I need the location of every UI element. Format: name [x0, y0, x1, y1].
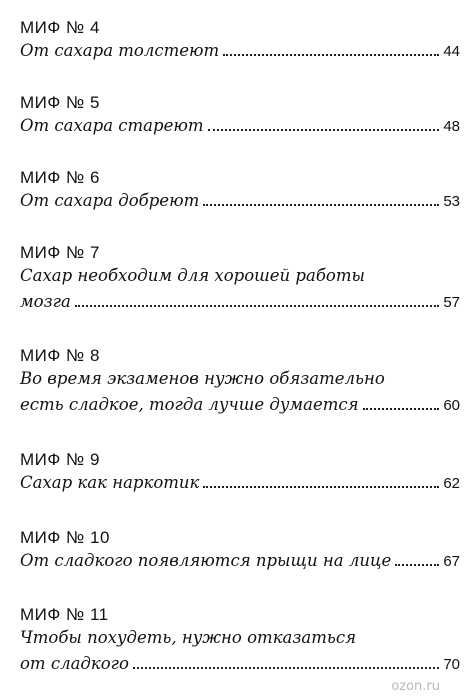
myth-title: От сахара добреют: [20, 191, 200, 210]
toc-line: [20, 113, 460, 140]
myth-title: Во время экзаменов нужно обязательно: [20, 369, 385, 388]
page-number: 62: [443, 475, 460, 492]
page-number: 70: [443, 656, 460, 673]
page-number: 57: [443, 294, 460, 311]
toc-line: [20, 548, 460, 575]
toc-entry-myth-6: [20, 168, 460, 215]
page-number: 67: [443, 553, 460, 570]
toc-entry-myth-10: [20, 528, 460, 575]
toc-line: [20, 651, 460, 678]
myth-label: МИФ № 9: [20, 450, 100, 469]
myth-title: От сладкого появляются прыщи на лице: [20, 551, 392, 570]
page-number: 60: [443, 397, 460, 414]
page-number: 53: [443, 193, 460, 210]
dot-leader: [133, 667, 439, 669]
myth-title: Сахар как наркотик: [20, 473, 200, 492]
dot-leader: [395, 564, 439, 566]
myth-title-continued: от сладкого: [20, 654, 129, 673]
dot-leader: [363, 408, 440, 410]
toc-line: [20, 38, 460, 65]
toc-entry-myth-4: [20, 18, 460, 65]
myth-title: Сахар необходим для хорошей работы: [20, 266, 365, 285]
myth-label: МИФ № 7: [20, 243, 100, 262]
toc-line: [20, 289, 460, 316]
myth-title: От сахара толстеют: [20, 41, 220, 60]
page-number: 48: [443, 118, 460, 135]
toc-line: [20, 188, 460, 215]
toc-line: [20, 392, 460, 419]
myth-label: МИФ № 6: [20, 168, 100, 187]
myth-title: От сахара стареют: [20, 116, 204, 135]
dot-leader: [203, 486, 439, 488]
myth-label: МИФ № 5: [20, 93, 100, 112]
myth-title-continued: мозга: [20, 292, 71, 311]
toc-entry-myth-7: [20, 243, 460, 316]
toc-entry-myth-8: [20, 346, 460, 419]
watermark: ozon.ru: [391, 679, 440, 694]
myth-title-continued: есть сладкое, тогда лучше думается: [20, 395, 359, 414]
page-number: 44: [443, 43, 460, 60]
myth-label: МИФ № 10: [20, 528, 110, 547]
dot-leader: [223, 54, 439, 56]
dot-leader: [203, 204, 439, 206]
dot-leader: [75, 305, 440, 307]
myth-title: Чтобы похудеть, нужно отказаться: [20, 628, 357, 647]
myth-label: МИФ № 4: [20, 18, 100, 37]
myth-label: МИФ № 8: [20, 346, 100, 365]
toc-line: [20, 470, 460, 497]
toc-entry-myth-5: [20, 93, 460, 140]
toc-entry-myth-9: [20, 450, 460, 497]
toc-entry-myth-11: [20, 605, 460, 678]
dot-leader: [208, 129, 440, 131]
myth-label: МИФ № 11: [20, 605, 109, 624]
